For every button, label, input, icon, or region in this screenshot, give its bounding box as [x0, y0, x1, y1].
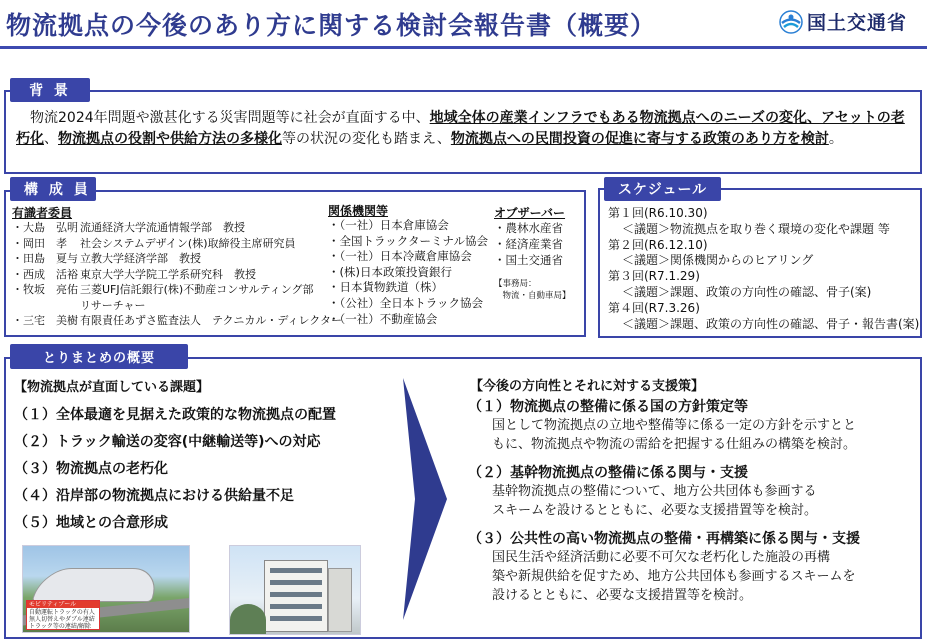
issue-item: （２）トラック輸送の変容(中継輸送等)への対応	[14, 434, 321, 450]
hub-building-shape	[31, 568, 162, 602]
meeting-date: 第４回(R7.3.26)	[608, 300, 700, 315]
observers-heading: オブザーバー	[494, 206, 566, 220]
agency-item: ・（一社）日本冷蔵倉庫協会	[328, 249, 472, 264]
issue-item: （４）沿岸部の物流拠点における供給量不足	[14, 488, 294, 504]
agencies-heading: 関係機関等	[328, 204, 389, 218]
direction-body-line: もに、物流拠点や物流の需給を把握する仕組みの構築を検討。	[492, 437, 857, 452]
expert-name: ・三宅 美樹	[12, 314, 78, 327]
issue-item: （１）全体最適を見据えた政策的な物流拠点の配置	[14, 407, 336, 423]
directions-heading: 【今後の方向性とそれに対する支援策】	[470, 379, 705, 394]
photo-callout	[26, 600, 100, 630]
tree-shape	[230, 604, 266, 635]
observers-list	[494, 220, 563, 268]
direction-body-line: スキームを設けるとともに、必要な支援措置等を検討。	[492, 503, 818, 518]
direction-item	[468, 396, 918, 454]
expert-row	[12, 220, 342, 236]
agency-item: ・日本貨物鉄道（株）	[328, 280, 443, 295]
expert-row	[12, 282, 342, 298]
agency-item: ・（公社）全日本トラック協会	[328, 295, 484, 310]
meeting-topic: ＜議題＞課題、政策の方向性の確認、骨子(案)	[622, 284, 872, 299]
expert-name: ・牧坂 亮佑	[12, 283, 78, 296]
direction-title: （２）基幹物流拠点の整備に係る関与・支援	[468, 465, 748, 481]
background-segment: 、	[44, 131, 58, 147]
expert-affiliation: 三菱UFJ信託銀行(株)不動産コンサルティング部	[80, 283, 314, 296]
direction-body-line: 設けるとともに、必要な支援措置等を検討。	[492, 588, 753, 603]
direction-body	[468, 548, 918, 605]
directions-list	[468, 396, 918, 613]
experts-list	[12, 220, 342, 329]
direction-body	[468, 482, 918, 520]
meeting-date: 第１回(R6.10.30)	[608, 206, 708, 220]
secretariat-note-line: 【事務局：	[494, 279, 537, 289]
issues-heading: 【物流拠点が直面している課題】	[14, 380, 210, 395]
callout-line: トラック等の連結/解除	[29, 623, 91, 630]
meeting-date: 第３回(R7.1.29)	[608, 269, 700, 284]
meeting-topic: ＜議題＞課題、政策の方向性の確認、骨子・報告書(案)	[622, 316, 920, 331]
background-tag: 背 景	[10, 78, 90, 102]
expert-affiliation: 流通経済大学流通情報学部 教授	[80, 221, 245, 234]
ministry-logo	[779, 8, 907, 35]
schedule-list	[608, 206, 919, 332]
expert-affiliation: 有限責任あずさ監査法人 テクニカル・ディレクター	[80, 314, 343, 327]
observer-item: ・経済産業省	[494, 237, 563, 251]
expert-affiliation: 立教大学経済学部 教授	[80, 252, 201, 265]
secretariat-note-line: 物流・自動車局】	[494, 291, 571, 301]
direction-body-line: 国民生活や経済活動に必要不可欠な老朽化した施設の再構	[492, 550, 831, 565]
members-tag: 構 成 員	[10, 177, 96, 201]
experts-heading: 有識者委員	[12, 206, 73, 220]
callout-line: 自動運転トラックの有人	[29, 609, 95, 616]
background-segment: 。	[828, 131, 843, 147]
expert-affiliation: 社会システムデザイン(株)取締役主席研究員	[80, 236, 296, 250]
direction-title: （３）公共性の高い物流拠点の整備・再構築に係る関与・支援	[468, 531, 860, 547]
ministry-name: 国土交通省	[807, 12, 908, 34]
direction-body-line: 基幹物流拠点の整備について、地方公共団体も参画する	[492, 484, 817, 499]
background-emphasis: 物流拠点への民間投資の促進に寄与する政策のあり方を検討	[450, 131, 829, 147]
summary-tag: とりまとめの概要	[10, 344, 188, 369]
building-side-shape	[328, 568, 352, 632]
meeting-topic: ＜議題＞物流拠点を取り巻く環境の変化や課題 等	[622, 221, 890, 236]
schedule-tag: スケジュール	[604, 177, 721, 201]
direction-body	[468, 416, 918, 454]
title-divider	[0, 46, 927, 49]
expert-name: ・岡田 孝	[12, 236, 67, 250]
direction-item	[468, 528, 918, 605]
expert-row	[12, 313, 342, 329]
issues-list	[14, 402, 336, 537]
meeting-topic: ＜議題＞関係機関からのヒアリング	[622, 253, 814, 268]
direction-body-line: 築や新規供給を促すため、地方公共団体も参画するスキームを	[492, 569, 856, 584]
secretariat-note	[494, 278, 571, 302]
building-windows-shape	[270, 568, 322, 626]
agency-item: ・（一社）不動産協会	[328, 311, 438, 326]
direction-body-line: 国として物流拠点の立地や整備等に係る一定の方針を示すとと	[492, 418, 857, 433]
agency-item: ・（一社）日本倉庫協会	[328, 218, 449, 232]
page-title: 物流拠点の今後のあり方に関する検討会報告書（概要）	[6, 11, 657, 40]
issue-item: （５）地域との合意形成	[14, 515, 168, 531]
agencies-list	[328, 218, 488, 327]
direction-item	[468, 462, 918, 520]
expert-affiliation: 東京大学大学院工学系研究科 教授	[80, 267, 256, 281]
observer-item: ・国土交通省	[494, 253, 563, 267]
expert-row	[12, 298, 342, 314]
meeting-date: 第２回(R6.12.10)	[608, 237, 708, 252]
background-segment: 等の状況の変化も踏まえ、	[282, 131, 451, 147]
warehouse-building-photo	[229, 545, 361, 635]
direction-title: （１）物流拠点の整備に係る国の方針策定等	[468, 399, 748, 415]
callout-title: モビリティプール	[27, 601, 99, 608]
expert-name: ・西成 活裕	[12, 267, 78, 281]
background-emphasis: 物流拠点の役割や供給方法の多様化	[58, 131, 282, 147]
expert-name: ・大島 弘明	[12, 221, 78, 234]
background-emphasis: 地域全体の産業インフラでもある物流拠点へのニーズの変化、アセットの老朽化	[16, 110, 905, 147]
flow-arrow-icon	[403, 378, 447, 620]
agency-item: ・全国トラックターミナル協会	[328, 233, 488, 248]
callout-line: 無人切替えやダブル連結	[29, 616, 95, 623]
mlit-logo-icon	[779, 10, 803, 34]
observer-item: ・農林水産省	[494, 221, 563, 235]
background-panel	[4, 90, 922, 174]
background-segment: 物流2024年問題や激甚化する災害問題等に社会が直面する中、	[16, 110, 430, 126]
expert-row	[12, 267, 342, 283]
expert-row	[12, 236, 342, 252]
background-text	[16, 108, 916, 150]
issue-item: （３）物流拠点の老朽化	[14, 461, 168, 477]
expert-affiliation: リサーチャー	[80, 298, 146, 312]
logistics-hub-rendering	[22, 545, 190, 633]
agency-item: ・(株)日本政策投資銀行	[328, 264, 452, 279]
expert-row	[12, 251, 342, 267]
expert-name: ・田島 夏与	[12, 252, 78, 265]
